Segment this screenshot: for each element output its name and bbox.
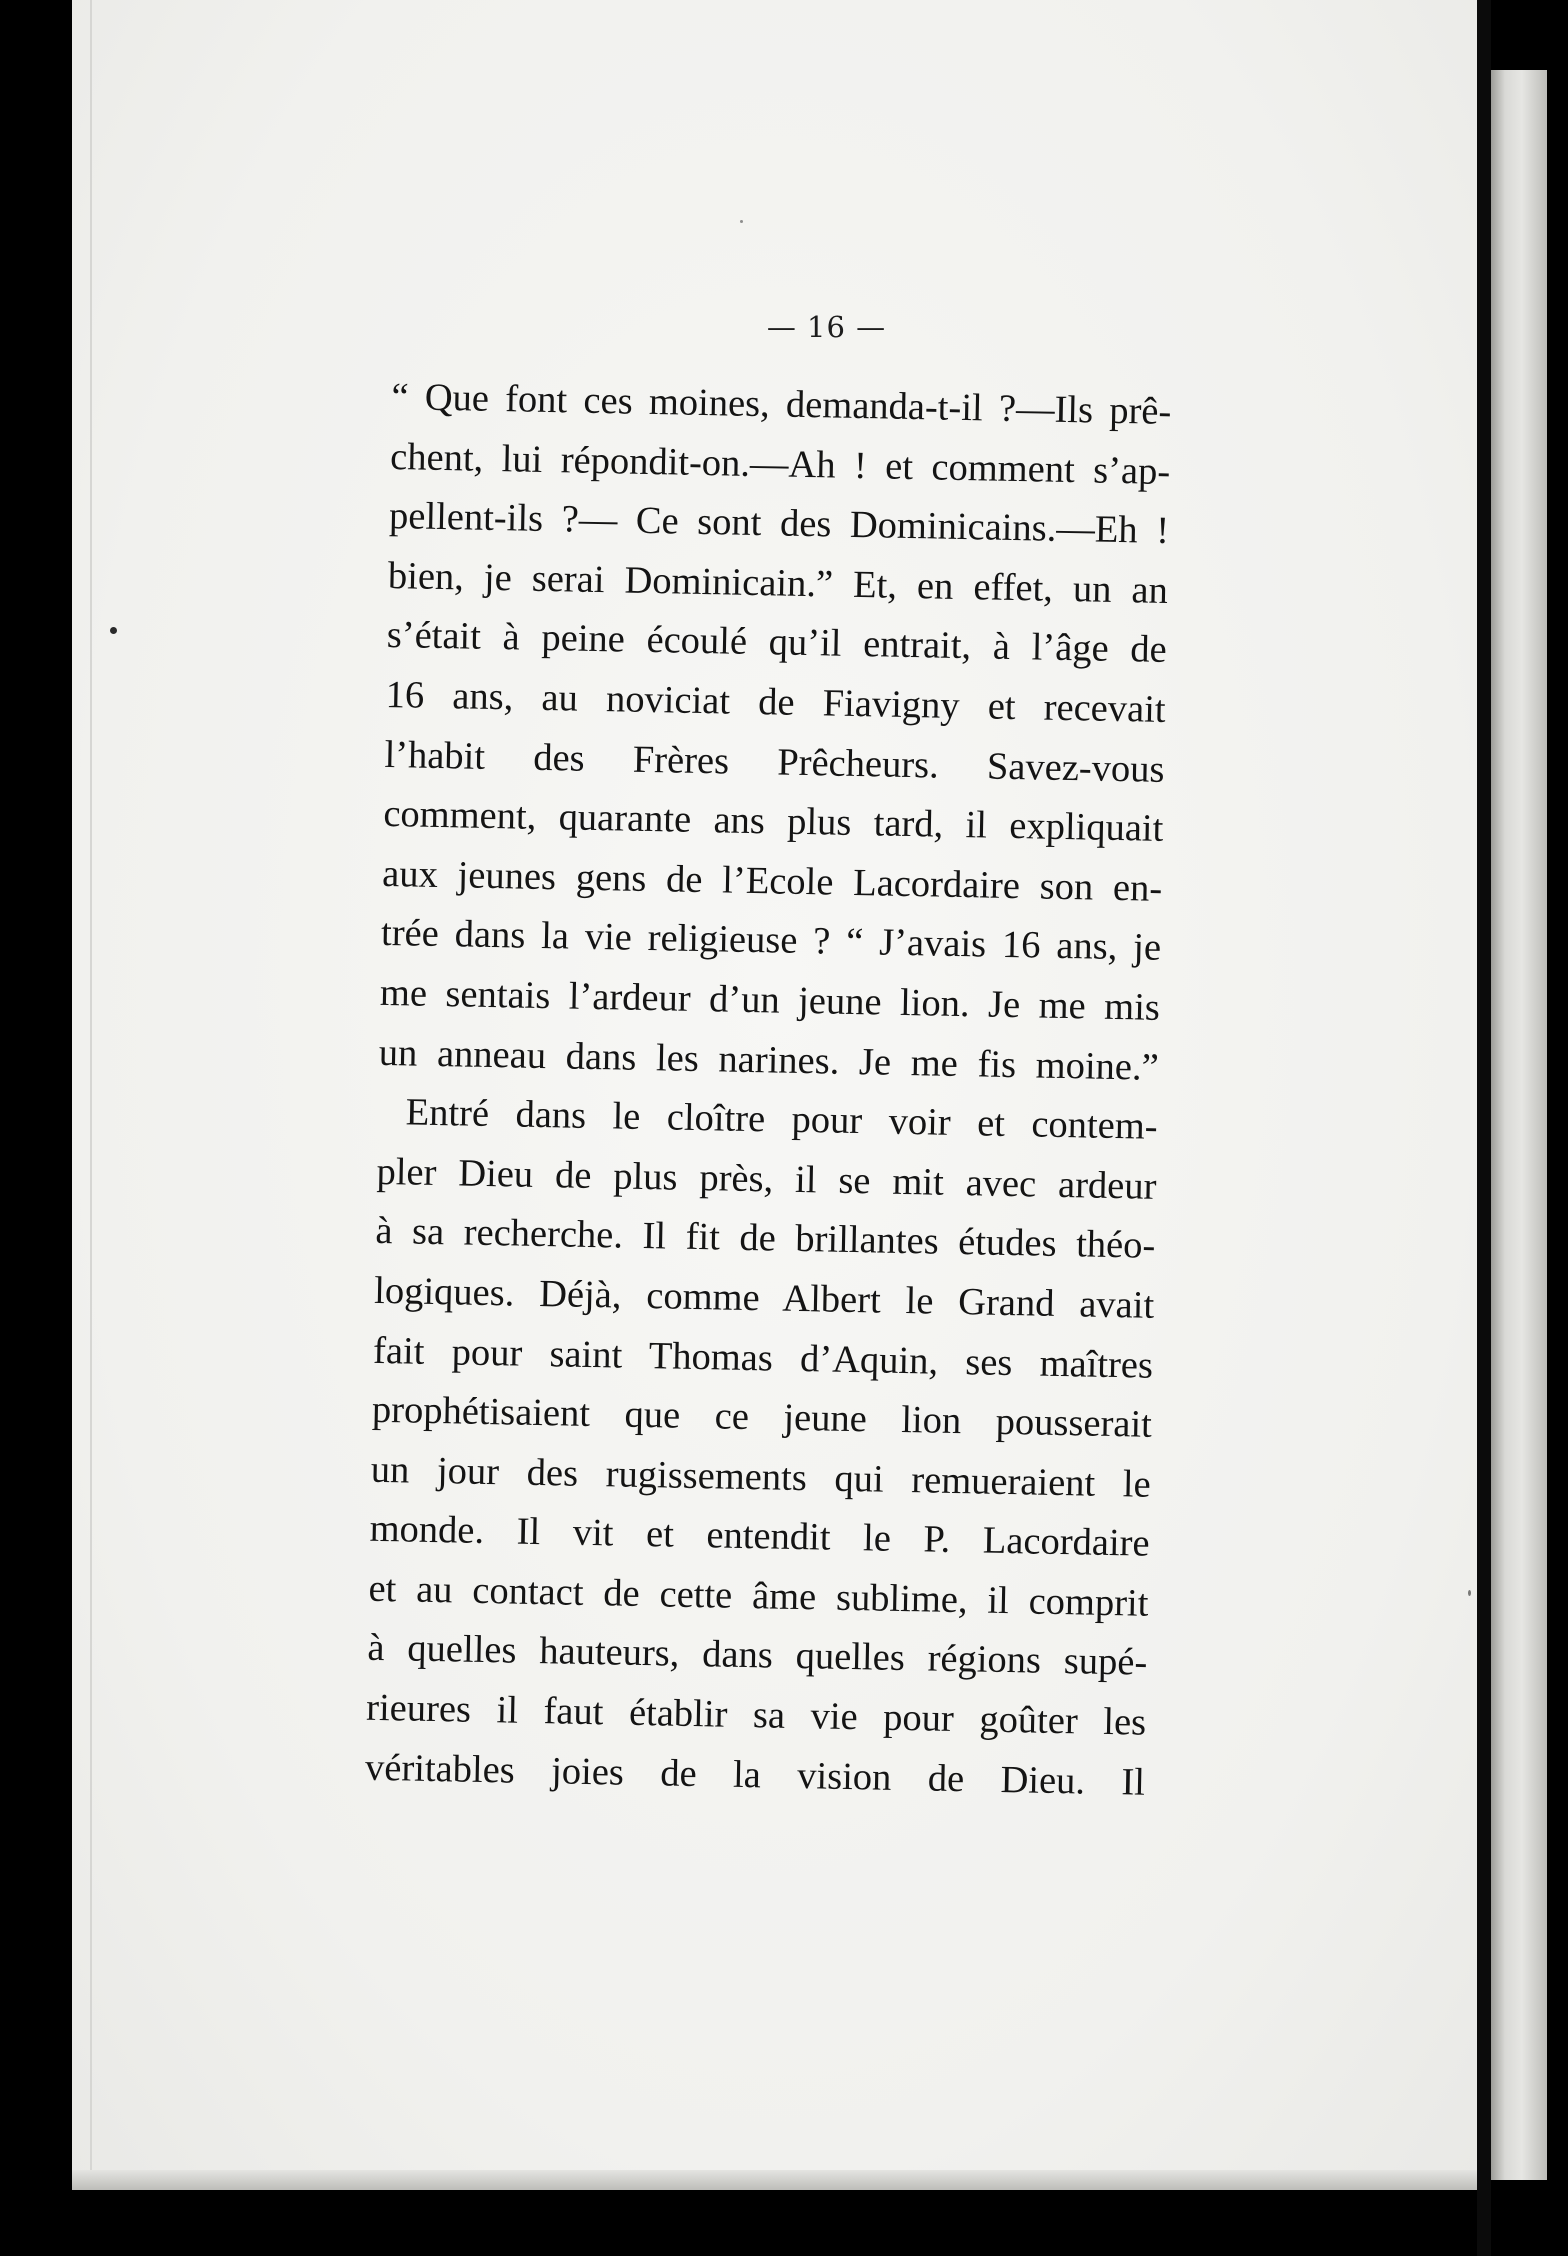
- adjacent-page-edge: [1491, 70, 1547, 2180]
- body-text: [365, 368, 1172, 1813]
- paragraph-first-line: Entré dans le cloître pour voir et contem-: [405, 1091, 1158, 1148]
- page-number: — 16 —: [766, 310, 887, 344]
- text-line: à sa recherche. Il fit de brillantes études théo-: [375, 1210, 1156, 1268]
- text-line: trée dans la vie religieuse ? “ J’avais 16 ans, je: [380, 912, 1162, 970]
- text-line: 16 ans, au noviciat de Fiavigny et recevait: [385, 673, 1166, 731]
- text-line: logiques. Déjà, comme Albert le Grand avait: [373, 1269, 1155, 1327]
- text-line: “ Que font ces moines, demanda-t-il ?—Ils prê-: [391, 375, 1172, 433]
- text-line: et au contact de cette âme sublime, il comprit: [368, 1567, 1149, 1625]
- text-line: un jour des rugissements qui remueraient le: [370, 1448, 1152, 1506]
- text-line: chent, lui répondit-on.—Ah ! et comment s’ap-: [389, 435, 1171, 493]
- text-line: monde. Il vit et entendit le P. Lacordaire: [369, 1508, 1150, 1566]
- text-line: aux jeunes gens de l’Ecole Lacordaire son en-: [381, 852, 1163, 910]
- text-line: rieures il faut établir sa vie pour goûter les: [365, 1686, 1147, 1744]
- dust-speck: [740, 220, 743, 223]
- dust-speck: [1468, 1590, 1471, 1596]
- text-line: s’était à peine écoulé qu’il entrait, à l’âge de: [386, 614, 1168, 672]
- text-line: l’habit des Frères Prêcheurs. Savez-vous: [384, 733, 1165, 791]
- text-line: prophétisaient que ce jeune lion pousserait: [371, 1388, 1153, 1446]
- page-bottom-edge: [72, 2170, 1477, 2190]
- text-line: fait pour saint Thomas d’Aquin, ses maîtres: [372, 1329, 1154, 1387]
- text-line: me sentais l’ardeur d’un jeune lion. Je me mis: [379, 971, 1161, 1029]
- text-line: pler Dieu de plus près, il se mit avec ardeur: [376, 1150, 1157, 1208]
- text-line: à quelles hauteurs, dans quelles régions supé-: [367, 1627, 1148, 1685]
- text-line: comment, quarante ans plus tard, il expliquait: [383, 793, 1164, 851]
- text-line: pellent-ils ?— Ce sont des Dominicains.—Eh !: [388, 495, 1170, 553]
- text-line: bien, je serai Dominicain.” Et, en effet, un an: [387, 554, 1169, 612]
- text-line: véritables joies de la vision de Dieu. Il: [364, 1746, 1146, 1804]
- dust-speck: [110, 627, 117, 634]
- text-line: un anneau dans les narines. Je me fis moine.”: [378, 1031, 1160, 1089]
